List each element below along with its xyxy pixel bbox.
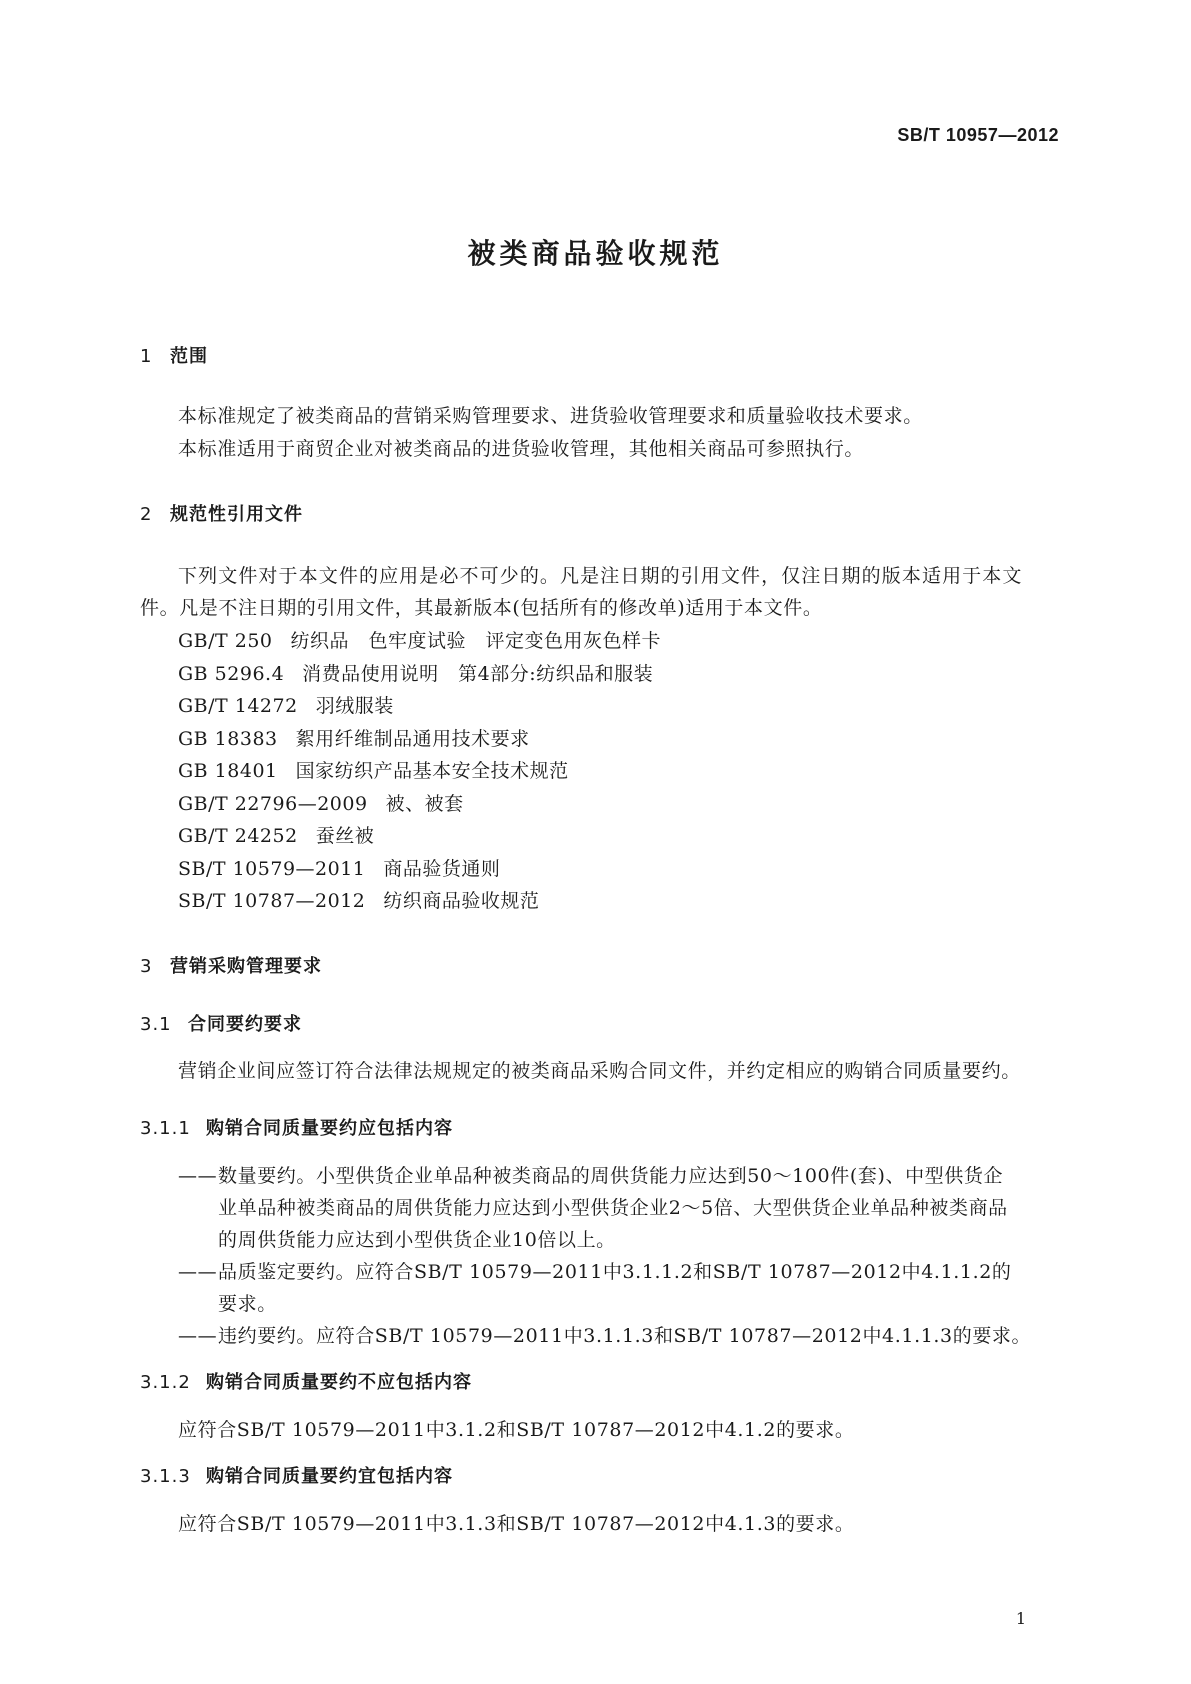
reference-code: GB/T 14272: [178, 695, 298, 717]
paragraph: 应符合SB/T 10579—2011中3.1.3和SB/T 10787—2012中4.1.3的要求。: [178, 1513, 855, 1535]
reference-title: 国家纺织产品基本安全技术规范: [295, 760, 569, 782]
list-dash: ——: [178, 1325, 218, 1347]
subsection-3-1-3-heading: [140, 1462, 453, 1488]
reference-code: GB 5296.4: [178, 663, 285, 685]
paragraph: 本标准规定了被类商品的营销采购管理要求、进货验收管理要求和质量验收技术要求。: [178, 405, 923, 427]
list-item-continuation: 的周供货能力应达到小型供货企业10倍以上。: [218, 1229, 616, 1251]
subsection-title: 合同要约要求: [188, 1014, 302, 1035]
document-number: SB/T 10957—2012: [897, 125, 1059, 145]
reference-title: 纺织商品验收规范: [383, 890, 540, 912]
reference-title: 被、被套: [385, 793, 464, 815]
reference-title: 纺织品 色牢度试验 评定变色用灰色样卡: [290, 630, 662, 652]
reference-title: 羽绒服装: [315, 695, 394, 717]
section-1-heading: [140, 342, 208, 368]
reference-title: 消费品使用说明 第4部分:纺织品和服装: [302, 663, 654, 685]
reference-code: SB/T 10579—2011: [178, 858, 366, 880]
reference-code: GB/T 250: [178, 630, 273, 652]
paragraph: 营销企业间应签订符合法律法规规定的被类商品采购合同文件，并约定相应的购销合同质量要约。: [178, 1060, 1021, 1082]
list-item-quantity: ——数量要约。小型供货企业单品种被类商品的周供货能力应达到50～100件(套)、中型供货企: [178, 1165, 1004, 1187]
list-item-breach: ——违约要约。应符合SB/T 10579—2011中3.1.1.3和SB/T 10787—2012中4.1.1.3的要求。: [178, 1325, 1032, 1347]
list-item-quality: ——品质鉴定要约。应符合SB/T 10579—2011中3.1.1.2和SB/T 10787—2012中4.1.1.2的: [178, 1261, 1012, 1283]
section-title: 范围: [170, 346, 208, 367]
list-item-continuation: 要求。: [218, 1293, 277, 1315]
list-dash: ——: [178, 1165, 218, 1187]
reference-item: [178, 821, 374, 848]
reference-item: [178, 756, 569, 783]
section-number: 2: [140, 504, 153, 525]
subsection-title: 购销合同质量要约应包括内容: [206, 1118, 453, 1139]
subsection-3-1-2-heading: [140, 1368, 472, 1394]
reference-item: [178, 789, 464, 816]
reference-title: 絮用纤维制品通用技术要求: [295, 728, 530, 750]
subsection-number: 3.1: [140, 1014, 172, 1035]
reference-code: GB/T 22796—2009: [178, 793, 368, 815]
subsection-3-1-1-heading: [140, 1114, 453, 1140]
document-title: 被类商品验收规范: [467, 237, 724, 270]
section-title: 规范性引用文件: [170, 504, 303, 525]
subsection-number: 3.1.1: [140, 1118, 191, 1139]
reference-title: 商品验货通则: [383, 858, 501, 880]
subsection-number: 3.1.2: [140, 1372, 191, 1393]
reference-item: [178, 691, 394, 718]
reference-item: [178, 724, 530, 751]
paragraph: 应符合SB/T 10579—2011中3.1.2和SB/T 10787—2012中4.1.2的要求。: [178, 1419, 855, 1441]
reference-code: GB 18401: [178, 760, 278, 782]
reference-item: [178, 626, 661, 653]
reference-code: GB 18383: [178, 728, 278, 750]
list-item-continuation: 业单品种被类商品的周供货能力应达到小型供货企业2～5倍、大型供货企业单品种被类商品: [218, 1197, 1008, 1219]
list-dash: ——: [178, 1261, 218, 1283]
reference-title: 蚕丝被: [315, 825, 375, 847]
section-3-heading: [140, 952, 322, 978]
paragraph: 本标准适用于商贸企业对被类商品的进货验收管理，其他相关商品可参照执行。: [178, 438, 865, 460]
subsection-title: 购销合同质量要约宜包括内容: [206, 1466, 453, 1487]
section-title: 营销采购管理要求: [170, 956, 322, 977]
reference-item: [178, 886, 539, 913]
section-number: 1: [140, 346, 153, 367]
section-2-heading: [140, 500, 303, 526]
reference-item: [178, 854, 500, 881]
subsection-3-1-heading: [140, 1010, 302, 1036]
reference-code: GB/T 24252: [178, 825, 298, 847]
reference-item: [178, 659, 653, 686]
section-number: 3: [140, 956, 153, 977]
page-number: 1: [1015, 1609, 1026, 1628]
subsection-title: 购销合同质量要约不应包括内容: [206, 1372, 472, 1393]
normative-references-intro: 下列文件对于本文件的应用是必不可少的。凡是注日期的引用文件，仅注日期的版本适用于本文件。凡是不注日期的引用文件，其最新版本(包括所有的修改单)适用于本文件。: [140, 565, 1022, 619]
subsection-number: 3.1.3: [140, 1466, 191, 1487]
reference-code: SB/T 10787—2012: [178, 890, 366, 912]
